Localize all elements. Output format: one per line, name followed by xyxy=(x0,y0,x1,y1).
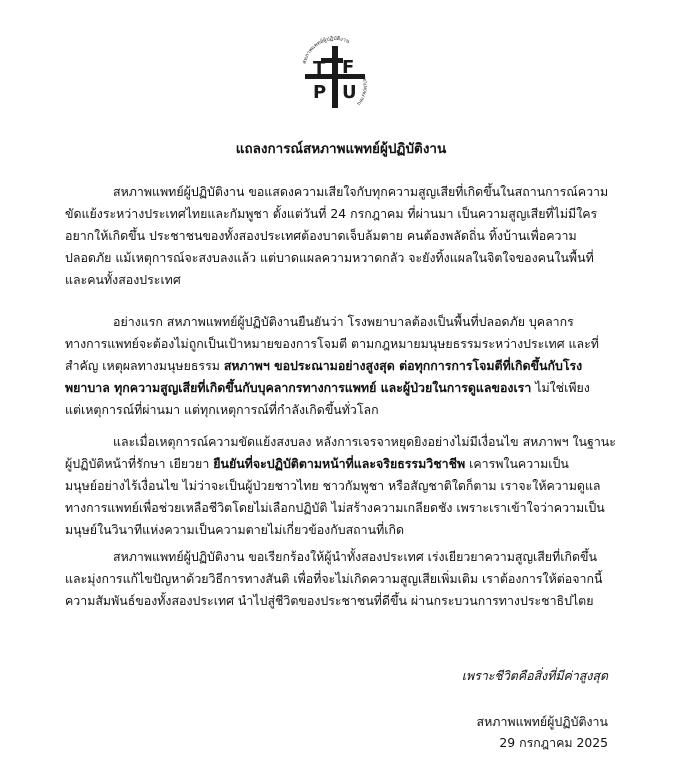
p1-line-3: อยากให้เกิดขึ้น ประชาชนของทั้งสองประเทศต้องบาดเจ็บล้มตาย คนต้องพลัดถิ่น ทิ้งบ้านเพื่อความ xyxy=(65,228,577,243)
p4-line-1: สหภาพแพทย์ผู้ปฏิบัติงาน ขอเรียกร้องให้ผู้นำทั้งสองประเทศ เร่งเยียวยาความสูญเสียที่เกิดขึ้น xyxy=(113,549,597,564)
p3-line-2-start: ผู้ปฏิบัติหน้าที่รักษา เยียวยา xyxy=(65,456,214,471)
closing-motto: เพราะชีวิตคือสิ่งที่มีค่าสูงสุด xyxy=(461,668,608,683)
p2-line-5: แต่เหตุการณ์ที่ผ่านมา แต่ทุกเหตุการณ์ที่กำลังเกิดขึ้นทั่วโลก xyxy=(65,402,379,417)
p3-line-3: มนุษย์อย่างไร้เงื่อนไข ไม่ว่าจะเป็นผู้ป่วยชาวไทย ชาวกัมพูชา หรือสัญชาติใดก็ตาม เราจะให้ความดูแล xyxy=(65,478,601,493)
p2-condemn-bold-1: สหภาพฯ ขอประณามอย่างสูงสุด ต่อทุกการการโจมตีที่เกิดขึ้นกับโรง xyxy=(223,358,583,373)
p3-line-1: และเมื่อเหตุการณ์ความขัดแย้งสงบลง หลังการเจรจาหยุดยิงอย่างไม่มีเงื่อนไข สหภาพฯ ในฐานะ xyxy=(113,434,616,449)
logo-letter-t: T xyxy=(313,58,326,79)
p3-line-5: มนุษย์ในวินาทีแห่งความเป็นความตายไม่เกี่ยวข้องกับสถานที่เกิด xyxy=(65,522,405,537)
p3-line-4: ทางการแพทย์เพื่อช่วยเหลือชีวิตโดยไม่เลือกปฏิบัติ ไม่สร้างความเกลียดชัง เพราะเราเข้าใจว่าความเป็น xyxy=(65,500,605,515)
p4-line-3: ความสัมพันธ์ของทั้งสองประเทศ นำไปสู่ชีวิตของประชาชนที่ดีขึ้น ผ่านกระบวนการทางประชาธิปไตย xyxy=(65,593,594,608)
p1-line-2: ขัดแย้งระหว่างประเทศไทยและกัมพูชา ตั้งแต่วันที่ 24 กรกฎาคม ที่ผ่านมา เป็นความสูญเสียที่ไม่มีใคร xyxy=(65,206,598,221)
signature-block xyxy=(477,711,608,753)
logo-letter-u: U xyxy=(342,82,357,103)
logo-side-text: THAI FRONTLIN xyxy=(355,76,368,107)
p2-condemn-bold-2: พยาบาล ทุกความสูญเสียที่เกิดขึ้นกับบุคลากรทางการแพทย์ และผู้ป่วยในการดูแลของเรา xyxy=(65,380,532,395)
p3-line-2-end: เคารพในความเป็น xyxy=(465,456,569,471)
p1-line-1: สหภาพแพทย์ผู้ปฏิบัติงาน ขอแสดงความเสียใจกับทุกความสูญเสียที่เกิดขึ้นในสถานการณ์ความ xyxy=(113,184,609,199)
paragraph-2 xyxy=(65,311,613,421)
signer-name: สหภาพแพทย์ผู้ปฏิบัติงาน xyxy=(476,714,608,729)
paragraph-3 xyxy=(65,431,616,541)
p3-commitment-bold: ยืนยันที่จะปฏิบัติตามหน้าที่และจริยธรรมวิชาชีพ xyxy=(213,456,466,471)
p2-line-3-start: สำคัญ เหตุผลทางมนุษยธรรม xyxy=(65,358,224,373)
p2-line-4-end: ไม่ใช่เพียง xyxy=(531,380,590,395)
p1-line-5: และคนทั้งสองประเทศ xyxy=(65,272,181,287)
signed-date: 29 กรกฎาคม 2025 xyxy=(499,735,608,750)
statement-title: แถลงการณ์สหภาพแพทย์ผู้ปฏิบัติงาน xyxy=(235,141,447,157)
p2-line-2: ทางการแพทย์จะต้องไม่ถูกเป็นเป้าหมายของการโจมตี ตามกฎหมายมนุษยธรรมระหว่างประเทศ และที่ xyxy=(65,336,599,351)
union-logo xyxy=(291,30,379,118)
paragraph-4 xyxy=(65,546,613,612)
p4-line-2: และมุ่งการแก้ไขปัญหาด้วยวิธีการทางสันติ เพื่อที่จะไม่เกิดความสูญเสียเพิ่มเติม เราต้องการให้ต่อจากนี้ xyxy=(65,571,603,586)
paragraph-1 xyxy=(65,181,613,291)
p2-line-1: อย่างแรก สหภาพแพทย์ผู้ปฏิบัติงานยืนยันว่า โรงพยาบาลต้องเป็นพื้นที่ปลอดภัย บุคลากร xyxy=(113,314,574,329)
logo-arc-text: สหภาพแพทย์ผู้ปฏิบัติงาน xyxy=(301,35,351,65)
p1-line-4: ปลอดภัย แม้เหตุการณ์จะสงบลงแล้ว แต่บาดแผลความหวาดกลัว จะยังทิ้งแผลในจิตใจของคนในพื้นที่ xyxy=(65,250,594,265)
logo-letter-f: F xyxy=(342,57,355,78)
logo-letter-p: P xyxy=(313,82,327,103)
